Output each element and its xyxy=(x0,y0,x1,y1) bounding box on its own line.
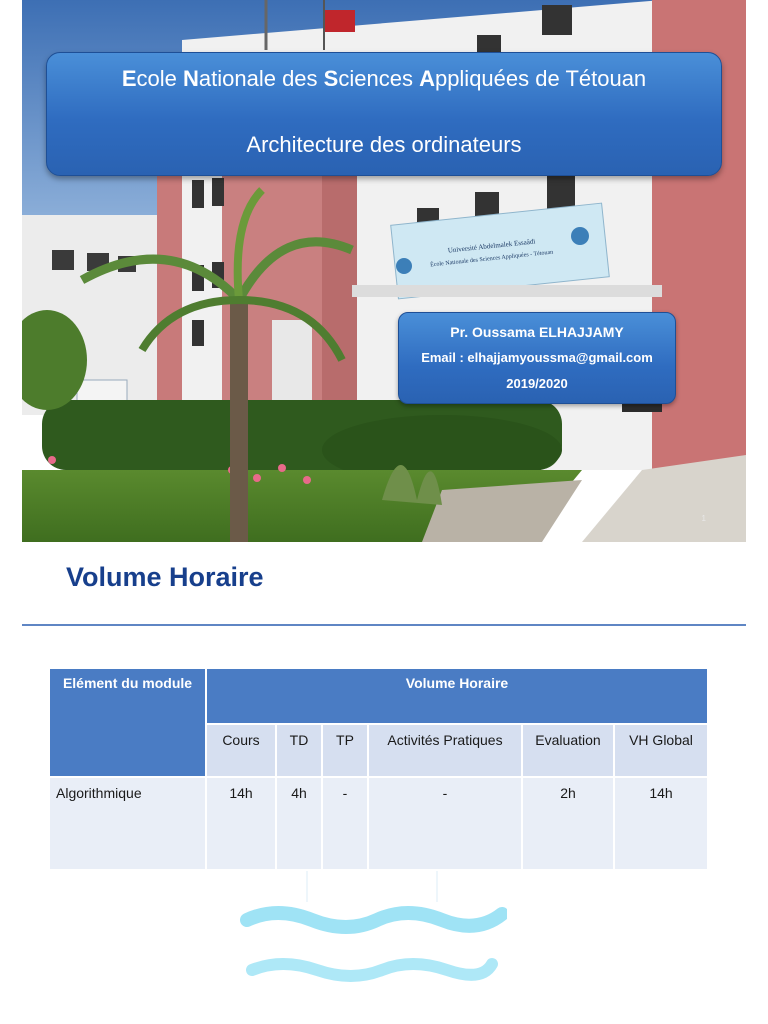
cell-td: 4h xyxy=(276,777,322,870)
subheader-tp: TP xyxy=(322,724,368,777)
cell-activites-pratiques: - xyxy=(368,777,522,870)
slide-title: Volume Horaire xyxy=(66,562,264,592)
volume-horaire-table xyxy=(48,667,709,871)
school-name-part-4: ppliquées de Tétouan xyxy=(434,66,647,91)
subheader-activites-pratiques: Activités Pratiques xyxy=(368,724,522,777)
subheader-cours: Cours xyxy=(206,724,276,777)
school-name-part-1: cole xyxy=(136,66,183,91)
presenter-email: Email : elhajjamyoussma@gmail.com xyxy=(421,350,653,365)
subheader-evaluation: Evaluation xyxy=(522,724,614,777)
title-slide xyxy=(22,0,746,542)
title-banner xyxy=(46,52,722,176)
header-element-du-module: Elément du module xyxy=(49,668,206,777)
school-name-cap-s: S xyxy=(323,66,339,91)
school-name-part-3: ciences xyxy=(338,66,420,91)
table-row xyxy=(49,777,708,870)
sign-text-1: Université Abdelmalek Essaâdi xyxy=(447,237,536,255)
cell-cours: 14h xyxy=(206,777,276,870)
subheader-vh-global: VH Global xyxy=(614,724,708,777)
cell-tp: - xyxy=(322,777,368,870)
school-name-part-2: ationale des xyxy=(198,66,324,91)
cell-module-name: Algorithmique xyxy=(49,777,206,870)
cell-evaluation: 2h xyxy=(522,777,614,870)
school-name-cap-n: N xyxy=(183,66,199,91)
sign-text-2: École Nationale des Sciences Appliquées - Tétouan xyxy=(429,249,554,269)
presenter-name: Pr. Oussama ELHAJJAMY xyxy=(450,324,624,340)
header-volume-horaire: Volume Horaire xyxy=(206,668,708,724)
volume-horaire-slide xyxy=(22,542,746,1024)
course-title: Architecture des ordinateurs xyxy=(246,132,522,157)
school-name-cap-a: A xyxy=(419,66,435,91)
academic-year: 2019/2020 xyxy=(506,376,568,391)
school-name xyxy=(47,65,721,93)
slide-number: 1 xyxy=(701,514,706,523)
presenter-info-box xyxy=(398,312,676,404)
title-divider xyxy=(22,624,746,626)
cell-vh-global: 14h xyxy=(614,777,708,870)
school-name-cap-e: E xyxy=(121,66,137,91)
subheader-td: TD xyxy=(276,724,322,777)
